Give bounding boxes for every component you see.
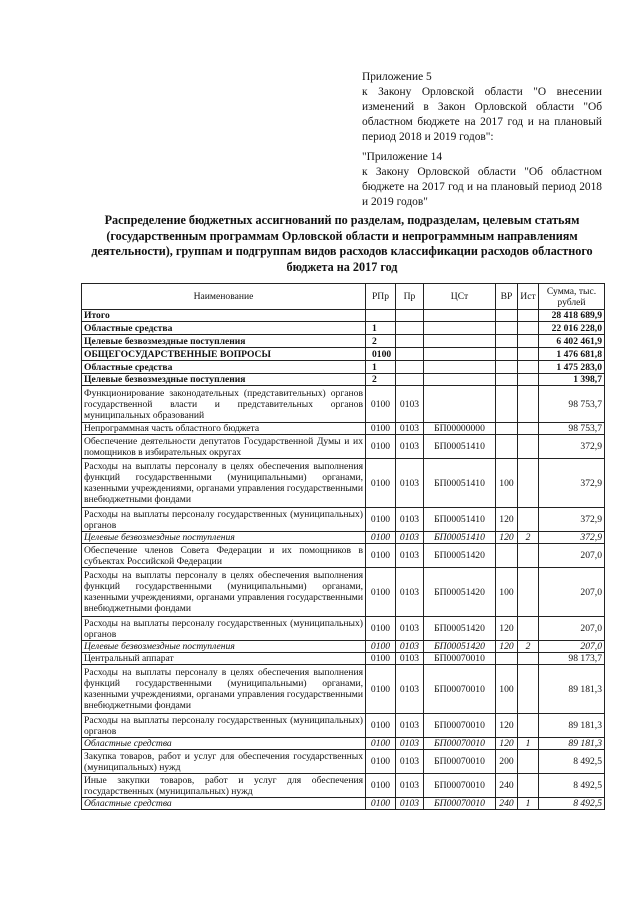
cell-ist [518,750,539,774]
cell-vr: 200 [496,750,518,774]
cell-vr: 120 [496,738,518,750]
cell-pr: 0103 [396,617,424,641]
cell-rpr: 0100 [366,641,396,653]
table-row [82,568,605,617]
cell-rpr: 0100 [366,617,396,641]
cell-cst [424,335,496,348]
cell-ist [518,714,539,738]
table-body [82,310,605,810]
cell-rpr: 0100 [366,738,396,750]
cell-pr: 0103 [396,459,424,508]
cell-pr: 0103 [396,435,424,459]
cell-vr: 240 [496,798,518,810]
cell-pr [396,361,424,374]
cell-rpr: 2 [366,374,396,386]
table-row [82,532,605,544]
cell-pr: 0103 [396,544,424,568]
header-ist: Ист [518,284,539,310]
cell-pr: 0103 [396,653,424,665]
cell-name: Непрограммная часть областного бюджета [82,423,366,435]
cell-pr [396,310,424,322]
cell-vr [496,386,518,423]
cell-pr: 0103 [396,386,424,423]
cell-ist [518,665,539,714]
cell-rpr: 0100 [366,508,396,532]
cell-name: Итого [82,310,366,322]
cell-vr: 240 [496,774,518,798]
cell-name: Расходы на выплаты персоналу государственных (муниципальных) органов [82,714,366,738]
cell-cst: БП00051410 [424,435,496,459]
cell-sum: 28 418 689,9 [539,310,605,322]
cell-cst: БП00070010 [424,665,496,714]
cell-name: Целевые безвозмездные поступления [82,532,366,544]
header-name: Наименование [82,284,366,310]
cell-pr: 0103 [396,714,424,738]
cell-ist [518,374,539,386]
cell-rpr: 0100 [366,459,396,508]
cell-vr [496,348,518,361]
cell-rpr: 1 [366,322,396,335]
table-row [82,738,605,750]
cell-pr [396,322,424,335]
cell-ist [518,568,539,617]
cell-name: Расходы на выплаты персоналу государственных (муниципальных) органов [82,508,366,532]
cell-ist [518,617,539,641]
cell-sum: 372,9 [539,459,605,508]
table-row [82,361,605,374]
cell-rpr: 0100 [366,774,396,798]
cell-cst: БП00070010 [424,714,496,738]
cell-rpr [366,310,396,322]
cell-vr: 120 [496,532,518,544]
cell-cst: БП00070010 [424,653,496,665]
cell-sum: 89 181,3 [539,714,605,738]
cell-pr: 0103 [396,738,424,750]
cell-name: Расходы на выплаты персоналу в целях обеспечения выполнения функций государственными (муниципальными) органами, казенными учреждениями, органами управления государственными внебюджетными фондами [82,665,366,714]
cell-vr [496,335,518,348]
cell-name: Центральный аппарат [82,653,366,665]
cell-sum: 207,0 [539,568,605,617]
table-header-row [82,284,605,310]
table-row [82,374,605,386]
table-row [82,348,605,361]
cell-cst: БП00051410 [424,532,496,544]
table-row [82,310,605,322]
cell-name: Закупка товаров, работ и услуг для обеспечения государственных (муниципальных) нужд [82,750,366,774]
cell-vr [496,322,518,335]
cell-ist: 2 [518,641,539,653]
cell-cst [424,310,496,322]
table-row [82,435,605,459]
cell-name: Целевые безвозмездные поступления [82,374,366,386]
cell-rpr: 0100 [366,798,396,810]
cell-cst: БП00051420 [424,568,496,617]
cell-cst: БП00051420 [424,641,496,653]
cell-vr: 120 [496,641,518,653]
cell-rpr: 0100 [366,348,396,361]
cell-rpr: 0100 [366,532,396,544]
cell-vr: 120 [496,508,518,532]
appendix-14-text: к Закону Орловской области "Об областном бюджете на 2017 год и на плановый период 2018 и 2019 годов" [362,166,602,208]
cell-name: Обеспечение членов Совета Федерации и их помощников в субъектах Российской Федерации [82,544,366,568]
cell-rpr: 0100 [366,386,396,423]
cell-pr: 0103 [396,774,424,798]
cell-sum: 98 753,7 [539,423,605,435]
cell-name: Целевые безвозмездные поступления [82,335,366,348]
cell-sum: 207,0 [539,641,605,653]
cell-ist [518,386,539,423]
cell-name: Расходы на выплаты персоналу государственных (муниципальных) органов [82,617,366,641]
cell-vr [496,361,518,374]
cell-vr [496,374,518,386]
table-row [82,322,605,335]
cell-pr: 0103 [396,665,424,714]
cell-rpr: 0100 [366,653,396,665]
cell-sum: 22 016 228,0 [539,322,605,335]
cell-vr: 120 [496,617,518,641]
cell-cst: БП00070010 [424,774,496,798]
table-row [82,335,605,348]
cell-rpr: 0100 [366,435,396,459]
cell-vr: 100 [496,568,518,617]
cell-cst: БП00070010 [424,798,496,810]
header-vr: ВР [496,284,518,310]
cell-vr [496,423,518,435]
table-row [82,798,605,810]
cell-sum: 1 398,7 [539,374,605,386]
cell-vr [496,310,518,322]
cell-cst: БП00051410 [424,459,496,508]
cell-cst [424,374,496,386]
cell-sum: 89 181,3 [539,665,605,714]
cell-rpr: 0100 [366,714,396,738]
cell-ist [518,774,539,798]
cell-name: Обеспечение деятельности депутатов Государственной Думы и их помощников в избирательных округах [82,435,366,459]
cell-sum: 372,9 [539,435,605,459]
cell-ist [518,348,539,361]
table-row [82,386,605,423]
cell-rpr: 0100 [366,665,396,714]
table-row [82,714,605,738]
cell-sum: 8 492,5 [539,750,605,774]
cell-vr [496,544,518,568]
cell-cst: БП00051420 [424,617,496,641]
header-cst: ЦСт [424,284,496,310]
table-row [82,617,605,641]
appendix-5-text: к Закону Орловской области "О внесении изменений в Закон Орловской области "Об областном бюджете на 2017 год и на плановый период 2018 и 2019 годов": [362,86,602,143]
cell-pr [396,348,424,361]
cell-cst [424,386,496,423]
cell-sum: 207,0 [539,544,605,568]
cell-cst: БП00000000 [424,423,496,435]
cell-pr: 0103 [396,641,424,653]
cell-name: Областные средства [82,322,366,335]
cell-ist: 1 [518,798,539,810]
header-sum: Сумма, тыс. рублей [539,284,605,310]
appendix-14-block [362,150,602,210]
cell-name: Целевые безвозмездные поступления [82,641,366,653]
table-row [82,653,605,665]
cell-name: Функционирование законодательных (представительных) органов государственной власти и представительных органов муниципальных образований [82,386,366,423]
cell-sum: 1 476 681,8 [539,348,605,361]
cell-ist [518,459,539,508]
cell-sum: 372,9 [539,532,605,544]
cell-ist [518,435,539,459]
cell-pr: 0103 [396,508,424,532]
cell-sum: 207,0 [539,617,605,641]
cell-ist [518,310,539,322]
cell-name: Областные средства [82,738,366,750]
cell-rpr: 0100 [366,568,396,617]
cell-ist: 1 [518,738,539,750]
cell-ist [518,653,539,665]
cell-name: Областные средства [82,798,366,810]
table-row [82,774,605,798]
cell-name: Областные средства [82,361,366,374]
cell-cst: БП00051420 [424,544,496,568]
budget-table [81,283,605,810]
header-pr: Пр [396,284,424,310]
cell-cst: БП00051410 [424,508,496,532]
cell-pr: 0103 [396,423,424,435]
document-title: Распределение бюджетных ассигнований по разделам, подразделам, целевым статьям (государственным программам Орловской области и непрограммным направлениям деятельности), группам и подгруппам видов расходов классификации расходов областного бюджета на 2017 год [91,213,593,274]
cell-ist [518,544,539,568]
cell-ist [518,508,539,532]
cell-vr: 100 [496,665,518,714]
table-row [82,641,605,653]
cell-rpr: 2 [366,335,396,348]
cell-rpr: 0100 [366,544,396,568]
cell-sum: 6 402 461,9 [539,335,605,348]
cell-vr: 120 [496,714,518,738]
cell-sum: 8 492,5 [539,774,605,798]
cell-sum: 98 173,7 [539,653,605,665]
cell-pr: 0103 [396,798,424,810]
cell-pr [396,374,424,386]
cell-name: Иные закупки товаров, работ и услуг для обеспечения государственных (муниципальных) нужд [82,774,366,798]
cell-pr: 0103 [396,532,424,544]
table-row [82,544,605,568]
cell-sum: 89 181,3 [539,738,605,750]
cell-ist: 2 [518,532,539,544]
cell-ist [518,322,539,335]
appendix-5-block [362,70,602,145]
cell-cst: БП00070010 [424,750,496,774]
cell-name: Расходы на выплаты персоналу в целях обеспечения выполнения функций государственными (муниципальными) органами, казенными учреждениями, органами управления государственными внебюджетными фондами [82,568,366,617]
table-row [82,508,605,532]
cell-ist [518,335,539,348]
table-row [82,750,605,774]
cell-sum: 8 492,5 [539,798,605,810]
cell-ist [518,361,539,374]
appendix-14-title: "Приложение 14 [362,151,443,163]
cell-rpr: 0100 [366,750,396,774]
table-row [82,665,605,714]
cell-cst [424,348,496,361]
cell-vr [496,653,518,665]
cell-name: Расходы на выплаты персоналу в целях обеспечения выполнения функций государственными (муниципальными) органами, казенными учреждениями, органами управления государственными внебюджетными фондами [82,459,366,508]
cell-sum: 98 753,7 [539,386,605,423]
cell-rpr: 0100 [366,423,396,435]
appendix-5-title: Приложение 5 [362,71,432,83]
cell-pr: 0103 [396,568,424,617]
cell-pr [396,335,424,348]
cell-cst [424,361,496,374]
cell-vr: 100 [496,459,518,508]
cell-name: ОБЩЕГОСУДАРСТВЕННЫЕ ВОПРОСЫ [82,348,366,361]
cell-vr [496,435,518,459]
table-row [82,459,605,508]
cell-cst [424,322,496,335]
table-row [82,423,605,435]
cell-rpr: 1 [366,361,396,374]
cell-pr: 0103 [396,750,424,774]
cell-cst: БП00070010 [424,738,496,750]
cell-ist [518,423,539,435]
cell-sum: 1 475 283,0 [539,361,605,374]
header-rpr: РПр [366,284,396,310]
cell-sum: 372,9 [539,508,605,532]
